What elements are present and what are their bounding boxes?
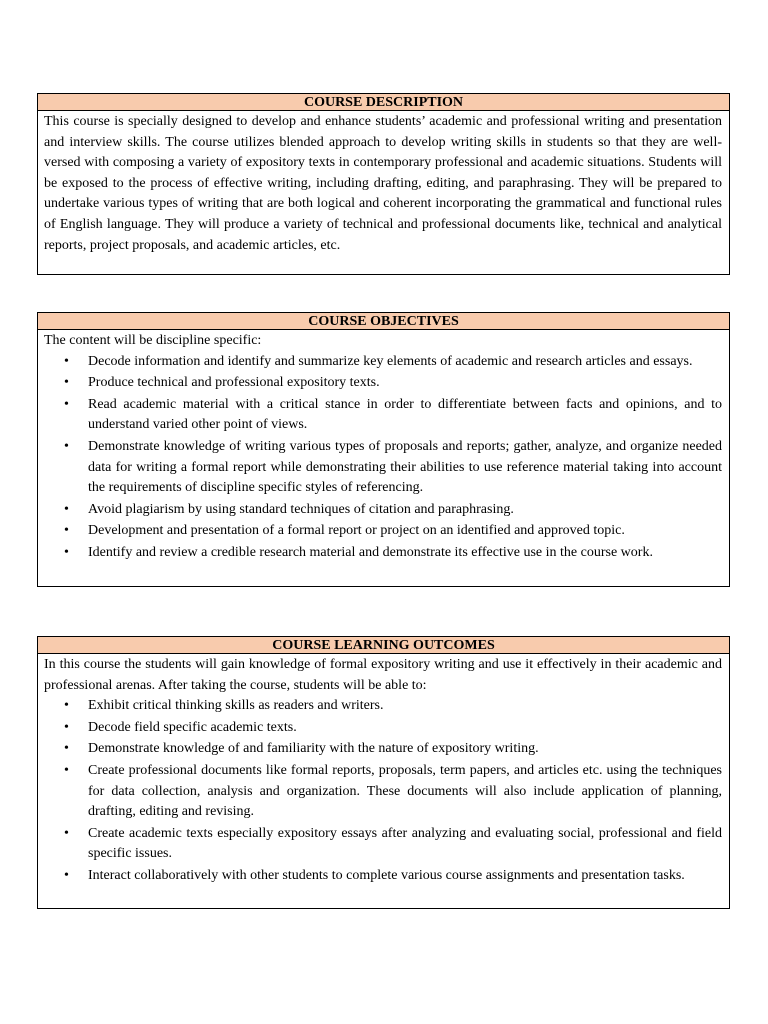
list-item (44, 739, 722, 760)
bullet-icon: • (64, 825, 69, 841)
list-item-text: Interact collaboratively with other students to complete various course assignments and presentation tasks. (88, 867, 685, 883)
course-description-text: This course is specially designed to develop and enhance students’ academic and professional writing and presentation and interview skills. The course utilizes blended approach to develop writing skills in students so that they are well-versed with composing a variety of expository texts in contemporary professional and academic situations. Students will be exposed to the process of effective writing, including drafting, editing, and paraphrasing. They will be prepared to undertake various types of writing that are both logical and coherent incorporating the grammatical and functional rules of English language. They will produce a variety of technical and professional documents like, technical and analytical reports, project proposals, and academic articles, etc. (44, 114, 722, 253)
list-item (44, 500, 722, 521)
list-item (44, 718, 722, 739)
course-objectives-intro: The content will be discipline specific: (44, 333, 262, 348)
list-item (44, 395, 722, 436)
list-item-text: Development and presentation of a formal report or project on an identified and approved topic. (88, 523, 625, 539)
list-item (44, 352, 722, 373)
course-objectives-list (44, 352, 722, 564)
list-item (44, 696, 722, 717)
course-outcomes-heading: COURSE LEARNING OUTCOMES (38, 637, 729, 654)
bullet-icon: • (64, 438, 69, 454)
bullet-icon: • (64, 523, 69, 539)
list-item-text: Demonstrate knowledge of and familiarity with the nature of expository writing. (88, 741, 539, 757)
bullet-icon: • (64, 396, 69, 412)
list-item-text: Read academic material with a critical stance in order to differentiate between facts and opinions, and to understand varied other point of views. (88, 396, 722, 433)
bullet-icon: • (64, 867, 69, 883)
list-item (44, 866, 722, 887)
bullet-icon: • (64, 375, 69, 391)
list-item (44, 521, 722, 542)
list-item (44, 373, 722, 394)
bullet-icon: • (64, 544, 69, 560)
list-item-text: Decode information and identify and summarize key elements of academic and research articles and essays. (88, 353, 693, 369)
course-objectives-heading: COURSE OBJECTIVES (38, 313, 729, 330)
list-item-text: Decode field specific academic texts. (88, 719, 297, 735)
course-objectives-box (37, 312, 730, 587)
list-item-text: Produce technical and professional expository texts. (88, 375, 380, 391)
list-item (44, 824, 722, 865)
course-outcomes-list (44, 696, 722, 886)
bullet-icon: • (64, 501, 69, 517)
list-item-text: Exhibit critical thinking skills as readers and writers. (88, 698, 384, 714)
list-item-text: Identify and review a credible research material and demonstrate its effective use in the course work. (88, 544, 653, 560)
course-description-heading: COURSE DESCRIPTION (38, 94, 729, 111)
list-item (44, 761, 722, 823)
course-description-body (38, 111, 729, 256)
bullet-icon: • (64, 698, 69, 714)
course-outcomes-body (38, 654, 729, 887)
bullet-icon: • (64, 353, 69, 369)
list-item (44, 437, 722, 499)
course-objectives-body (38, 330, 729, 564)
course-outcomes-box (37, 636, 730, 909)
list-item-text: Avoid plagiarism by using standard techniques of citation and paraphrasing. (88, 501, 514, 517)
course-outcomes-intro: In this course the students will gain knowledge of formal expository writing and use it effectively in their academic and professional arenas. After taking the course, students will be able to: (44, 657, 722, 693)
bullet-icon: • (64, 741, 69, 757)
list-item-text: Demonstrate knowledge of writing various types of proposals and reports; gather, analyze, and organize needed data for writing a formal report while demonstrating their abilities to use reference material taking into account the requirements of discipline specific styles of referencing. (88, 438, 722, 496)
list-item-text: Create academic texts especially expository essays after analyzing and evaluating social, professional and field specific issues. (88, 825, 722, 862)
list-item (44, 543, 722, 564)
list-item-text: Create professional documents like formal reports, proposals, term papers, and articles etc. using the techniques for data collection, analysis and organization. These documents will also include application of planning, drafting, editing and revising. (88, 762, 722, 820)
bullet-icon: • (64, 762, 69, 778)
course-description-box (37, 93, 730, 275)
bullet-icon: • (64, 719, 69, 735)
